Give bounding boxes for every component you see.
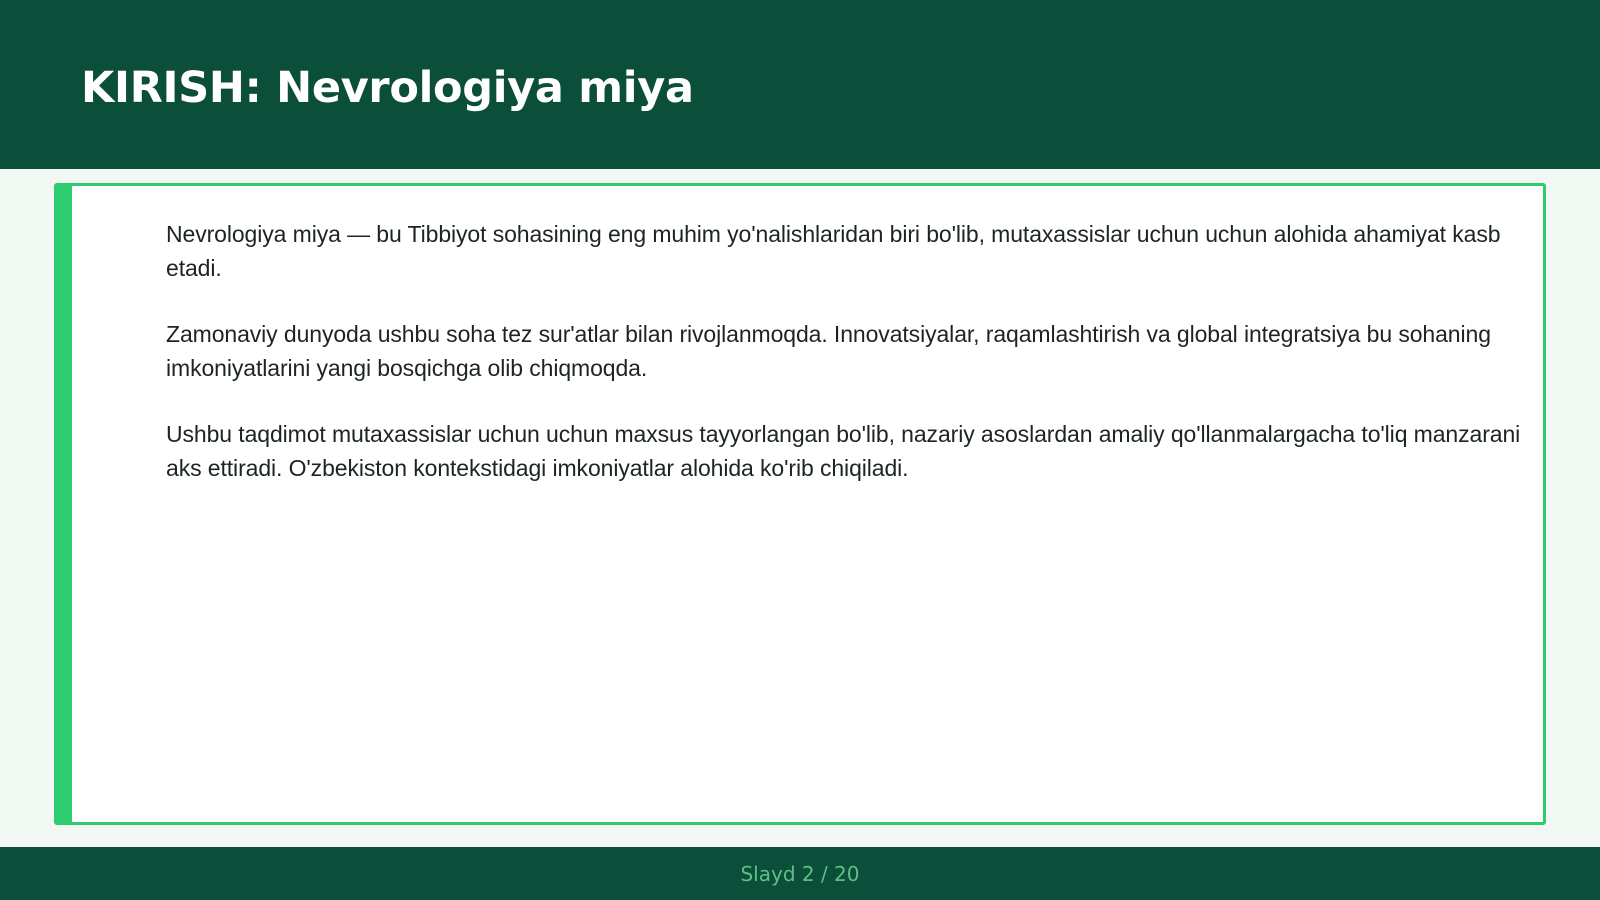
presentation-paragraph: Ushbu taqdimot mutaxassislar uchun uchun maxsus tayyorlangan bo'lib, nazariy asoslardan amaliy qo'llanmalargacha to'liq manzarani aks ettiradi. O'zbekiston kontekstidagi imkoniyatlar alohida ko'rib chiqiladi.	[166, 421, 1521, 481]
slide-counter: Slayd 2 / 20	[740, 862, 860, 886]
slide-footer	[0, 847, 1600, 900]
paragraph-list	[166, 218, 1546, 518]
development-paragraph: Zamonaviy dunyoda ushbu soha tez sur'atlar bilan rivojlanmoqda. Innovatsiyalar, raqamlashtirish va global integratsiya bu sohaning imkoniyatlarini yangi bosqichga olib chiqmoqda.	[166, 321, 1491, 381]
slide-title: KIRISH: Nevrologiya miya	[81, 63, 694, 113]
slide-header	[0, 0, 1600, 169]
content-card	[54, 183, 1546, 825]
intro-paragraph: Nevrologiya miya — bu Tibbiyot sohasining eng muhim yo'nalishlaridan biri bo'lib, mutaxassislar uchun uchun alohida ahamiyat kasb etadi.	[166, 221, 1501, 281]
